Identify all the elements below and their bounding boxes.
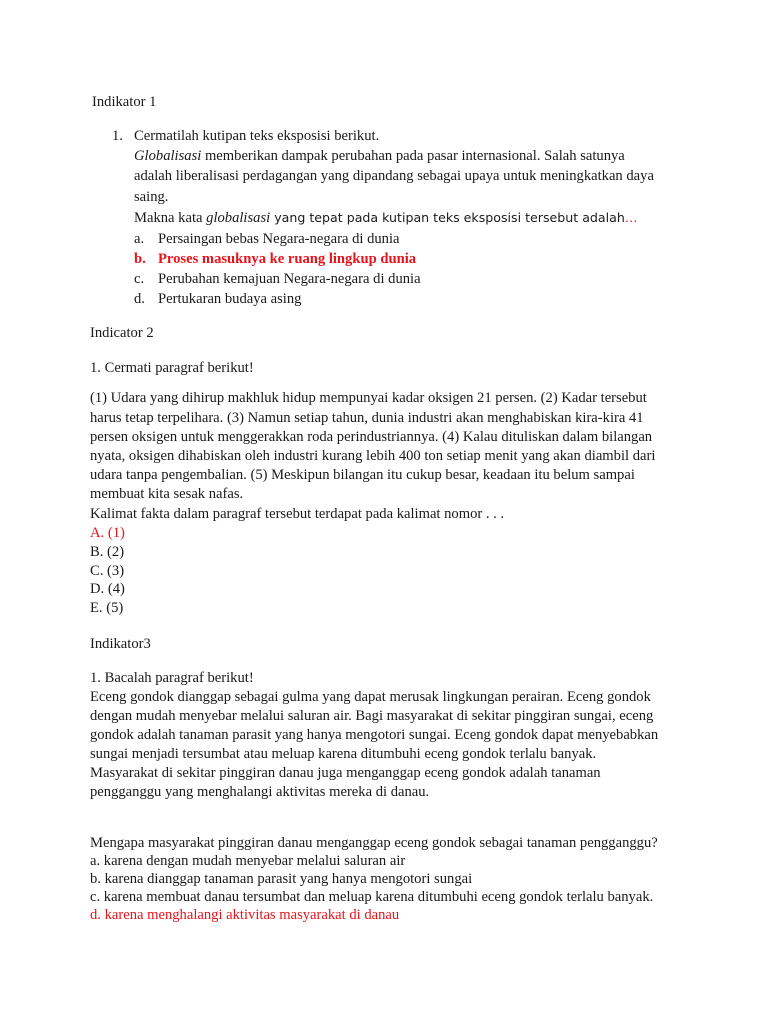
quote-term: Globalisasi [134, 148, 202, 164]
section1-heading: Indikator 1 [92, 94, 157, 110]
section1-option-c-letter: c. [134, 271, 145, 287]
section2-option-a: A. (1) [90, 525, 125, 541]
section1-option-a-letter: a. [134, 231, 145, 247]
section2-paragraph-line: persen oksigen untuk menggerakkan roda perindustriannya. (4) Kalau dituliskan dalam bilangan [90, 429, 653, 445]
section3-option-b: b. karena dianggap tanaman parasit yang hanya mengotori sungai [90, 871, 473, 887]
section2-paragraph-line: (1) Udara yang dihirup makhluk hidup mempunyai kadar oksigen 21 persen. (2) Kadar tersebut [90, 390, 647, 406]
section1-quote-line3: saing. [134, 189, 169, 205]
section1-option-b-text: Proses masuknya ke ruang lingkup dunia [158, 251, 417, 267]
question-rest: yang tepat pada kutipan teks eksposisi tersebut adalah [270, 210, 625, 225]
section3-paragraph-line: sungai menjadi tersumbat atau meluap karena ditumbuhi eceng gondok terlalu banyak. [90, 746, 597, 762]
section1-option-d-letter: d. [134, 291, 145, 307]
section2-heading: Indicator 2 [90, 325, 154, 341]
section3-paragraph-line: Masyarakat di sekitar pinggiran danau juga menganggap eceng gondok adalah tanaman [90, 765, 601, 781]
section2-question: Kalimat fakta dalam paragraf tersebut terdapat pada kalimat nomor . . . [90, 506, 505, 522]
section2-paragraph-line: membuat kita sesak nafas. [90, 486, 244, 502]
section3-paragraph-line: Eceng gondok dianggap sebagai gulma yang dapat merusak lingkungan perairan. Eceng gondok [90, 689, 651, 705]
section3-option-a: a. karena dengan mudah menyebar melalui saluran air [90, 853, 406, 869]
section2-option-d: D. (4) [90, 581, 125, 597]
question-ellipsis: … [624, 210, 638, 225]
section1-quote-line2: adalah liberalisasi perdagangan yang dipandang sebagai upaya untuk meningkatkan daya [134, 168, 654, 184]
section3-paragraph-line: pengganggu yang menghalangi aktivitas mereka di danau. [90, 784, 430, 800]
section3-option-d: d. karena menghalangi aktivitas masyarakat di danau [90, 907, 400, 923]
section2-option-c: C. (3) [90, 563, 125, 579]
section3-paragraph-line: gondok adalah tanaman parasit yang hanya mengotori sungai. Eceng gondok dapat menyebabkan [90, 727, 659, 743]
section2-option-b: B. (2) [90, 544, 125, 560]
section1-option-a-text: Persaingan bebas Negara-negara di dunia [158, 231, 400, 247]
section1-number: 1. [112, 128, 123, 144]
section1-question [134, 208, 637, 228]
section1-intro: Cermatilah kutipan teks eksposisi berikut. [134, 128, 380, 144]
section3-heading: Indikator3 [90, 636, 151, 652]
section3-instruction: 1. Bacalah paragraf berikut! [90, 670, 254, 686]
section2-paragraph-line: harus tetap terpelihara. (3) Namun setiap tahun, dunia industri akan menghabiskan kira-kira 41 [90, 410, 644, 426]
section1-option-d-text: Pertukaran budaya asing [158, 291, 302, 307]
section1-quote-line1 [134, 147, 625, 166]
question-prefix: Makna kata [134, 210, 207, 226]
section1-option-b-letter: b. [134, 251, 146, 267]
section2-paragraph-line: nyata, oksigen dihabiskan oleh industri kurang lebih 400 ton setiap menit yang akan diambil dari [90, 448, 656, 464]
section2-instruction: 1. Cermati paragraf berikut! [90, 360, 254, 376]
section2-option-e: E. (5) [90, 600, 124, 616]
question-term: globalisasi [206, 210, 271, 226]
section2-paragraph-line: udara tanpa pengembalian. (5) Meskipun bilangan itu cukup besar, keadaan itu belum sampai [90, 467, 635, 483]
section1-option-c-text: Perubahan kemajuan Negara-negara di dunia [158, 271, 421, 287]
section3-option-c: c. karena membuat danau tersumbat dan meluap karena ditumbuhi eceng gondok terlalu banyak. [90, 889, 654, 905]
section3-question: Mengapa masyarakat pinggiran danau menganggap eceng gondok sebagai tanaman pengganggu? [90, 835, 658, 851]
quote-line1-rest: memberikan dampak perubahan pada pasar internasional. Salah satunya [201, 148, 625, 164]
section3-paragraph-line: dengan mudah menyebar melalui saluran air. Bagi masyarakat di sekitar pinggiran sungai, eceng [90, 708, 654, 724]
